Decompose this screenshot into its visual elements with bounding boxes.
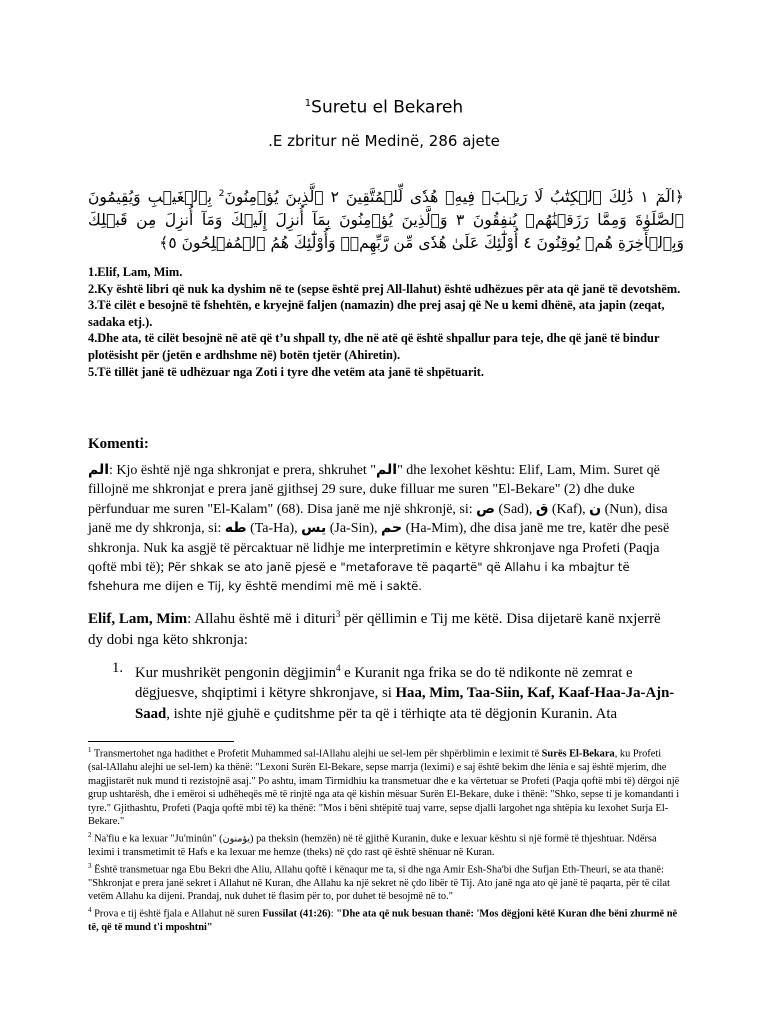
verse-1: 1.Elif, Lam, Mim. [88, 265, 183, 279]
text: Kur mushrikët pengonin dëgjimin [135, 664, 336, 681]
bold-term: Elif, Lam, Mim [88, 611, 188, 627]
text: (Nun), disa janë me dy shkronja, si: [88, 501, 668, 537]
text: : Kjo është një nga shkronjat e prera, shkruhet " [109, 463, 377, 478]
bold-term: Fussilat (41:26) [262, 908, 331, 920]
text: " dhe lexohet kështu: Elif, Lam, Mim. Suret që fillojnë me shkronjat e prera janë gjithsej 29 sure, duke filluar me suren "El-Bekare" (2) dhe duke përfunduar me suren "El-Kalam" (68). Disa janë me një shkronjë, si: [88, 463, 660, 517]
text: Prova e tij është fjala e Allahut në suren [91, 908, 263, 920]
translation-verses [88, 264, 688, 380]
numbered-list [112, 658, 688, 724]
arabic-letter-nun: ن [589, 500, 602, 517]
bold-term: Haa, Mim, Taa-Siin, Kaf, Kaaf-Haa-Ja-Ajn-Saad [135, 685, 675, 722]
commentary-paragraph-1 [88, 461, 678, 597]
footnote-number: 3 [88, 861, 92, 870]
footnote-1 [88, 744, 680, 829]
footnote-ref: 2 [218, 189, 225, 199]
text: , ishte një gjuhë e çuditshme për ta që i tërhiqte ata të dëgjonin Kuranin. Ata [166, 705, 618, 722]
text: (Kaf), [548, 501, 590, 517]
arabic-letter-qaf: ق [535, 500, 549, 517]
bold-quote: "Dhe ata që nuk besuan thanë: 'Mos dëgjoni këtë Kuran dhe bëni zhurmë në të, që të mund t'i mposhtni" [88, 908, 678, 933]
text: : Allahu është më i dituri [187, 611, 336, 627]
arabic-letters-taha: طه [224, 520, 247, 537]
text: ) pa theksin (hemzën) në të gjithë Kuranin, duke e lexuar kështu si një formë të thjeshtuar. Ndërsa leximi i transmetimit të Hafs e ka lexuar me hemze (theks) në çdo rast që është shënuar në Kuran. [88, 833, 657, 859]
text: e Kuranit nga frika se do të ndikonte në zemrat e dëgjuesve, shqiptimi i këtyre shkronjave, si [135, 664, 633, 702]
text: Për shkak se ato janë pjesë e "metaforave të paqartë" që Allahu i ka mbajtur të fshehura me dijen e Tij, ky është mendimi më më i saktë. [88, 560, 630, 594]
text: (Sad), [495, 501, 536, 517]
arabic-letter-sad: ص [476, 500, 495, 517]
list-number: 1. [112, 660, 124, 676]
text: (Ta-Ha), [246, 521, 302, 537]
arabic-letters-hamim: حم [381, 520, 403, 537]
text: (Ja-Sin), [326, 521, 382, 537]
footnotes [88, 744, 680, 935]
arabic-word: يؤمنون [222, 833, 251, 845]
footnote-ref: 3 [335, 609, 341, 619]
bold-term: Surës El-Bekara [541, 748, 615, 760]
footnote-ref: 4 [335, 663, 341, 673]
verse-2: 2.Ky është libri që nuk ka dyshim në te (sepse është prej All-llahut) është udhëzues për ata që janë të devotshëm. [88, 281, 681, 296]
text: Është transmetuar nga Ebu Bekri dhe Aliu, Allahu qoftë i kënaqur me ta, si dhe nga Amir Esh-Sha'bi dhe Sufjan Eth-Theuri, se ata thanë: "Shkronjat e prera janë sekret i Allahut në Kuran, dhe Allahu ka një sekret në çdo libër të Tij. Ato janë nga ato që janë të paqarta, për të cilat vetëm Allahu ka dijeni. Prandaj, nuk duhet të flasim për to, por duhet të besojmë në to." [88, 864, 670, 903]
text: , ku Profeti (sal-lAllahu alejhi ue sel-lem) ka thënë: "Lexoni Surën El-Bekare, sepse marrja (leximi) e saj është bekim dhe lënia e saj është mjerim, dhe magjistarët nuk mund ti rezistojnë asaj." Po ashtu, imam Tirmidhiu ka transmetuar dhe e ka vërtetuar se Profeti (Paqja qoftë mbi të) dërgoi një grup ushtarësh, dhe i emëroi si udhëheqës më të rinjtë nga ata që kishin mësuar Surën El-Bekare, duke i thënë: "Shko, sepse ti je komandanti i tyre." Gjithashtu, Profeti (Paqja qoftë mbi të) ka thënë: "Mos i bëni shtëpitë tuaj varre, sepse djalli largohet nga shtëpia ku lexohet Surja El-Bekare." [88, 748, 680, 828]
subtitle-part-b: ë Medinë, 286 ajete [350, 131, 500, 150]
arabic-letters: الم [376, 462, 398, 478]
footnote-4 [88, 904, 680, 935]
verse-5: 5.Të tillët janë të udhëzuar nga Zoti i tyre dhe vetëm ata janë të shpëtuarit. [88, 364, 484, 379]
text: : [330, 908, 337, 920]
title-block [0, 92, 768, 152]
page-title [0, 92, 768, 120]
verse-3: 3.Të cilët e besojnë të fshehtën, e kryejnë faljen (namazin) dhe prej asaj që Ne u kemi dhënë, ata japin (zeqat, sadaka etj.). [88, 298, 665, 329]
footnote-number: 2 [88, 831, 92, 840]
verse-4: 4.Dhe ata, të cilët besojnë në atë që t’u shpall ty, dhe në atë që është shpallur para teje, dhe që janë të bindur plotësisht për (jetën e ardhshme në) botën tjetër (Ahiretin). [88, 331, 660, 362]
footnote-2 [88, 829, 680, 860]
text: (Ha-Mim), dhe disa janë me tre, katër dhe pesë shkronja. Nuk ka asgjë të përcaktuar në lidhje me interpretimin e këtyre shkronjave nga Profeti (Paqja qoftë mbi të); [88, 521, 670, 576]
arabic-letters: الم [88, 462, 110, 478]
footnote-3 [88, 860, 680, 904]
text: Na'fiu e ka lexuar "Ju'minûn" ( [91, 833, 223, 845]
arabic-verses [88, 183, 684, 255]
list-item [135, 658, 688, 724]
footnote-ref: 1 [304, 98, 312, 109]
commentary-paragraph-2 [88, 604, 678, 651]
arabic-part-2: بِٱلۡغَيۡبِ وَيُقِيمُونَ ٱلصَّلَوٰةَ وَمِمَّا رَزَقۡنَٰهُمۡ يُنفِقُونَ ٣ وَٱلَّذِينَ يُؤۡمِنُونَ بِمَآ أُنزِلَ إِلَيۡكَ وَمَآ أُنزِلَ مِن قَبۡلِكَ وَبِٱلۡأٓخِرَةِ هُمۡ يُوقِنُونَ ٤ أُوْلَٰٓئِكَ عَلَىٰ هُدٗى مِّن رَّبِّهِمۡۖ وَأُوْلَٰٓئِكَ هُمُ ٱلۡمُفۡلِحُونَ ٥﴾ [88, 188, 684, 253]
komenti-heading: Komenti: [88, 436, 149, 452]
text: për qëllimin e Tij me këtë. Disa dijetarë kanë nxjerrë dy dobi nga këto shkronja: [88, 611, 661, 648]
text: Transmertohet nga hadithet e Profetit Muhammed sal-lAllahu alejhi ue sel-lem për shpërblimin e leximit të [91, 748, 542, 760]
page-subtitle [0, 130, 768, 152]
subtitle-part-a: .E zbritur n [268, 131, 351, 150]
footnote-number: 4 [88, 905, 92, 914]
arabic-part-1: ﴿الٓمٓ ١ ذَٰلِكَ ٱلۡكِتَٰبُ لَا رَيۡبَۛ فِيهِۛ هُدٗى لِّلۡمُتَّقِينَ ٢ ٱلَّذِينَ يُؤۡمِنُونَ [224, 188, 685, 207]
footnote-number: 1 [88, 746, 92, 754]
footnote-divider [88, 741, 234, 742]
title-text: Suretu el Bekareh [311, 97, 464, 118]
arabic-letters-yasin: يس [301, 520, 327, 537]
